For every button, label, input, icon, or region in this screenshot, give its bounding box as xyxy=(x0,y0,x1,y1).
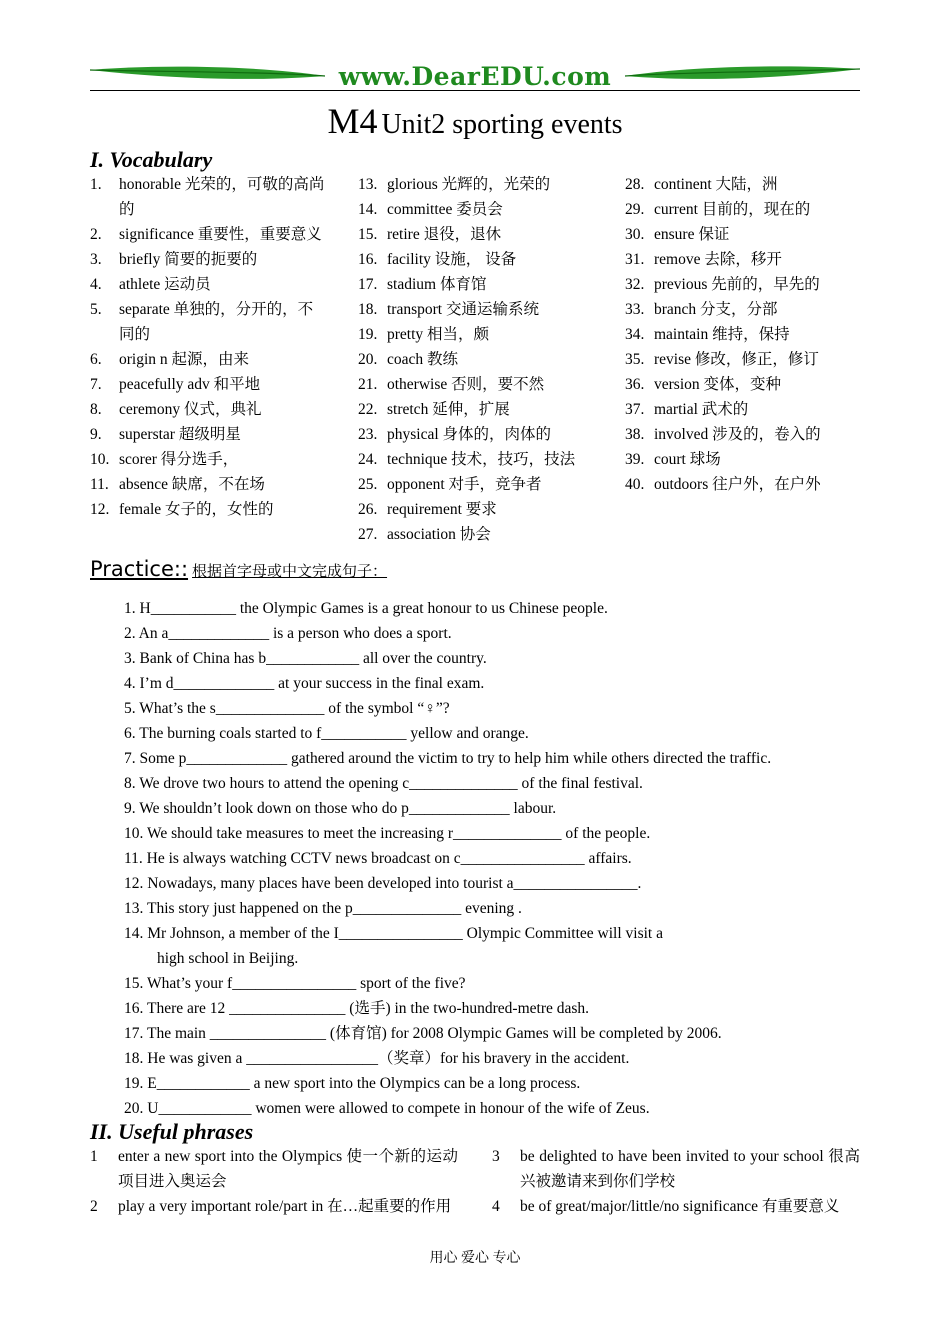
vocab-entry: technique 技术，技巧，技法 xyxy=(387,451,576,468)
practice-item: high school in Beijing. xyxy=(157,950,299,967)
vocab-entry: ensure 保证 xyxy=(654,226,730,243)
practice-item: 1. H___________ the Olympic Games is a great honour to us Chinese people. xyxy=(124,600,608,617)
vocab-entry: absence 缺席，不在场 xyxy=(119,476,265,493)
vocab-number: 33. xyxy=(625,301,645,318)
vocab-item xyxy=(90,347,326,372)
vocab-number: 22. xyxy=(358,401,378,418)
vocab-item xyxy=(90,422,326,447)
vocab-entry: version 变体，变种 xyxy=(654,376,782,393)
vocab-item xyxy=(625,197,865,222)
vocab-column-1 xyxy=(90,172,326,522)
vocab-item xyxy=(358,497,608,522)
vocab-entry: continent 大陆，洲 xyxy=(654,176,778,193)
site-header-banner xyxy=(90,60,860,94)
vocab-entry: revise 修改，修正，修订 xyxy=(654,351,819,368)
vocab-number: 17. xyxy=(358,276,378,293)
vocab-entry: requirement 要求 xyxy=(387,501,497,518)
vocab-entry: court 球场 xyxy=(654,451,721,468)
vocab-item xyxy=(90,297,326,347)
vocab-item xyxy=(90,472,326,497)
vocab-entry: branch 分支，分部 xyxy=(654,301,778,318)
vocab-number: 23. xyxy=(358,426,378,443)
vocab-item xyxy=(625,372,865,397)
page-title xyxy=(0,100,950,142)
vocab-entry: ceremony 仪式，典礼 xyxy=(119,401,262,418)
vocab-entry: briefly 简要的扼要的 xyxy=(119,251,258,268)
vocab-item xyxy=(358,347,608,372)
practice-item: 7. Some p_____________ gathered around the victim to try to help him while others directed the traffic. xyxy=(124,750,772,767)
practice-item: 15. What’s your f________________ sport of the five? xyxy=(124,975,466,992)
practice-item: 17. The main _______________ (体育馆) for 2008 Olympic Games will be completed by 2006. xyxy=(124,1025,722,1042)
vocab-number: 13. xyxy=(358,176,378,193)
vocab-entry: stretch 延伸，扩展 xyxy=(387,401,510,418)
vocab-item xyxy=(90,172,326,222)
vocab-item xyxy=(358,172,608,197)
practice-item: 16. There are 12 _______________ (选手) in the two-hundred-metre dash. xyxy=(124,1000,590,1017)
vocab-item xyxy=(625,322,865,347)
vocab-entry: maintain 维持，保持 xyxy=(654,326,790,343)
vocab-entry: honorable 光荣的，可敬的高尚的 xyxy=(119,176,325,218)
vocab-item xyxy=(625,422,865,447)
vocab-number: 25. xyxy=(358,476,378,493)
practice-item: 19. E____________ a new sport into the Olympics can be a long process. xyxy=(124,1075,581,1092)
vocab-item xyxy=(90,447,326,472)
phrase-text: be delighted to have been invited to your school 很高兴被邀请来到你们学校 xyxy=(520,1148,860,1190)
vocab-item xyxy=(625,247,865,272)
phrase-item xyxy=(492,1144,860,1194)
phrase-number: 4 xyxy=(492,1198,500,1215)
practice-item: 20. U____________ women were allowed to compete in honour of the wife of Zeus. xyxy=(124,1100,650,1117)
unit-code: M4 xyxy=(327,101,378,141)
unit-title: Unit2 sporting events xyxy=(381,109,623,140)
vocab-item xyxy=(90,247,326,272)
vocab-item xyxy=(625,347,865,372)
vocab-number: 1. xyxy=(90,176,102,193)
vocab-item xyxy=(625,397,865,422)
vocab-item xyxy=(358,272,608,297)
practice-item: 2. An a_____________ is a person who does a sport. xyxy=(124,625,452,642)
vocab-entry: committee 委员会 xyxy=(387,201,503,218)
vocab-item xyxy=(358,522,608,547)
vocab-number: 15. xyxy=(358,226,378,243)
practice-instruction: 根据首字母或中文完成句子： xyxy=(192,564,388,580)
vocab-item xyxy=(358,247,608,272)
site-logo-text[interactable]: www.DearEDU.com xyxy=(338,62,612,91)
phrase-item xyxy=(492,1194,860,1219)
practice-item: 5. What’s the s______________ of the symbol “♀”? xyxy=(124,700,450,717)
vocab-entry: athlete 运动员 xyxy=(119,276,211,293)
vocab-number: 7. xyxy=(90,376,102,393)
practice-list xyxy=(124,596,860,1121)
header-divider xyxy=(90,90,860,91)
vocab-item xyxy=(625,222,865,247)
vocab-item xyxy=(358,397,608,422)
vocab-entry: separate 单独的，分开的，不同的 xyxy=(119,301,314,343)
vocab-entry: facility 设施， 设备 xyxy=(387,251,517,268)
vocab-number: 36. xyxy=(625,376,645,393)
vocab-number: 8. xyxy=(90,401,102,418)
vocab-number: 3. xyxy=(90,251,102,268)
practice-item: 6. The burning coals started to f___________ yellow and orange. xyxy=(124,725,529,742)
practice-item: 9. We shouldn’t look down on those who do p_____________ labour. xyxy=(124,800,557,817)
practice-item: 10. We should take measures to meet the increasing r______________ of the people. xyxy=(124,825,651,842)
vocab-number: 31. xyxy=(625,251,645,268)
phrase-item xyxy=(90,1144,458,1194)
vocab-item xyxy=(358,447,608,472)
vocab-number: 30. xyxy=(625,226,645,243)
vocab-number: 24. xyxy=(358,451,378,468)
vocabulary-heading: I. Vocabulary xyxy=(90,147,213,172)
practice-item: 3. Bank of China has b____________ all over the country. xyxy=(124,650,487,667)
vocab-item xyxy=(625,297,865,322)
vocab-number: 11. xyxy=(90,476,109,493)
page-footer: 用心 爱心 专心 xyxy=(429,1251,521,1266)
vocab-entry: outdoors 往户外，在户外 xyxy=(654,476,821,493)
vocab-entry: female 女子的，女性的 xyxy=(119,501,274,518)
practice-item: 8. We drove two hours to attend the opening c______________ of the final festival. xyxy=(124,775,643,792)
vocab-item xyxy=(90,222,326,247)
vocab-entry: otherwise 否则，要不然 xyxy=(387,376,545,393)
vocab-entry: origin n 起源，由来 xyxy=(119,351,250,368)
vocab-number: 12. xyxy=(90,501,110,518)
vocab-number: 5. xyxy=(90,301,102,318)
phrase-number: 1 xyxy=(90,1148,98,1165)
vocab-item xyxy=(358,322,608,347)
vocab-entry: remove 去除，移开 xyxy=(654,251,782,268)
vocab-entry: opponent 对手，竞争者 xyxy=(387,476,542,493)
phrase-number: 3 xyxy=(492,1148,500,1165)
vocab-number: 16. xyxy=(358,251,378,268)
vocab-item xyxy=(358,372,608,397)
vocab-entry: pretty 相当，颇 xyxy=(387,326,490,343)
vocab-item xyxy=(358,422,608,447)
phrase-item xyxy=(90,1194,458,1219)
practice-heading: Practice:: xyxy=(90,557,189,581)
practice-item: 4. I’m d_____________ at your success in the final exam. xyxy=(124,675,485,692)
vocab-item xyxy=(625,447,865,472)
practice-heading-row xyxy=(90,557,387,581)
practice-item: 18. He was given a _________________（奖章）for his bravery in the accident. xyxy=(124,1050,630,1067)
vocab-number: 21. xyxy=(358,376,378,393)
vocab-number: 19. xyxy=(358,326,378,343)
practice-item: 13. This story just happened on the p______________ evening . xyxy=(124,900,522,917)
vocab-number: 18. xyxy=(358,301,378,318)
vocab-entry: glorious 光辉的，光荣的 xyxy=(387,176,551,193)
vocab-number: 2. xyxy=(90,226,102,243)
vocab-number: 40. xyxy=(625,476,645,493)
vocab-number: 9. xyxy=(90,426,102,443)
phrase-text: enter a new sport into the Olympics 使一个新的运动项目进入奥运会 xyxy=(118,1148,458,1190)
vocab-number: 20. xyxy=(358,351,378,368)
phrase-text: be of great/major/little/no significance 有重要意义 xyxy=(520,1198,840,1215)
vocab-number: 10. xyxy=(90,451,110,468)
phrase-number: 2 xyxy=(90,1198,98,1215)
vocab-entry: stadium 体育馆 xyxy=(387,276,487,293)
vocab-entry: coach 教练 xyxy=(387,351,459,368)
vocab-entry: superstar 超级明星 xyxy=(119,426,241,443)
phrases-heading: II. Useful phrases xyxy=(90,1119,254,1144)
vocab-item xyxy=(90,397,326,422)
vocab-number: 39. xyxy=(625,451,645,468)
vocab-entry: martial 武术的 xyxy=(654,401,749,418)
practice-item: 12. Nowadays, many places have been developed into tourist a________________. xyxy=(124,875,642,892)
vocab-number: 6. xyxy=(90,351,102,368)
vocab-item xyxy=(90,272,326,297)
vocab-item xyxy=(358,297,608,322)
vocab-number: 28. xyxy=(625,176,645,193)
vocab-entry: retire 退役，退休 xyxy=(387,226,502,243)
vocab-item xyxy=(90,497,326,522)
vocab-number: 32. xyxy=(625,276,645,293)
vocab-entry: involved 涉及的，卷入的 xyxy=(654,426,821,443)
vocab-number: 26. xyxy=(358,501,378,518)
vocab-entry: physical 身体的，肉体的 xyxy=(387,426,552,443)
vocab-item xyxy=(625,472,865,497)
vocab-item xyxy=(625,172,865,197)
practice-item: 11. He is always watching CCTV news broadcast on c________________ affairs. xyxy=(124,850,632,867)
vocab-number: 35. xyxy=(625,351,645,368)
vocab-item xyxy=(358,222,608,247)
vocab-number: 27. xyxy=(358,526,378,543)
vocab-entry: previous 先前的，早先的 xyxy=(654,276,820,293)
vocab-number: 38. xyxy=(625,426,645,443)
vocab-number: 14. xyxy=(358,201,378,218)
vocab-column-3 xyxy=(625,172,865,497)
vocab-entry: significance 重要性，重要意义 xyxy=(119,226,322,243)
phrase-text: play a very important role/part in 在…起重要的作用 xyxy=(118,1198,452,1215)
vocab-entry: current 目前的，现在的 xyxy=(654,201,811,218)
vocab-entry: transport 交通运输系统 xyxy=(387,301,539,318)
vocab-number: 4. xyxy=(90,276,102,293)
vocab-number: 29. xyxy=(625,201,645,218)
vocab-item xyxy=(358,472,608,497)
vocab-entry: association 协会 xyxy=(387,526,491,543)
vocab-number: 34. xyxy=(625,326,645,343)
vocab-item xyxy=(358,197,608,222)
vocab-item xyxy=(90,372,326,397)
vocab-item xyxy=(625,272,865,297)
vocab-entry: peacefully adv 和平地 xyxy=(119,376,261,393)
practice-item: 14. Mr Johnson, a member of the I________________ Olympic Committee will visit a xyxy=(124,925,663,942)
vocab-entry: scorer 得分选手， xyxy=(119,451,239,468)
vocab-column-2 xyxy=(358,172,608,547)
vocab-number: 37. xyxy=(625,401,645,418)
